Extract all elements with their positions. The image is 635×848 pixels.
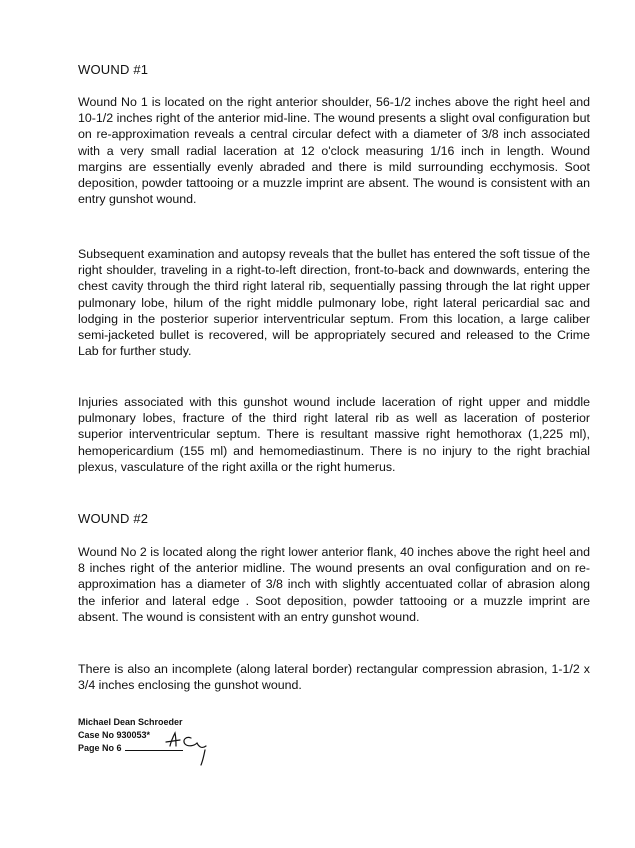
- wound-1-heading: WOUND #1: [78, 62, 149, 77]
- wound-1-trajectory: Subsequent examination and autopsy reveals that the bullet has entered the soft tissue of the right shoulder, traveling in a right-to-left direction, front-to-back and downwards, entering the chest cavity through the third right lateral rib, sequentially passing through the lat right upper pulmonary lobe, hilum of the right middle pulmonary lobe, right lateral pericardial sac and lodging in the posterior superior interventricular septum. From this location, a large caliber semi-jacketed bullet is recovered, will be appropriately secured and released to the Crime Lab for further study.: [78, 247, 590, 359]
- wound-1-description: Wound No 1 is located on the right anterior shoulder, 56-1/2 inches above the right heel and 10-1/2 inches right of the anterior mid-line. The wound presents a slight oval configuration but on re-approximation reveals a central circular defect with a diameter of 3/8 inch associated with a very small radial laceration at 12 o'clock measuring 1/16 inch in length. Wound margins are essentially evenly abraded and there is mild surrounding ecchymosis. Soot deposition, powder tattooing or a muzzle imprint are absent. The wound is consistent with an entry gunshot wound.: [78, 95, 590, 207]
- wound-1-injuries: Injuries associated with this gunshot wound include laceration of right upper and middle pulmonary lobes, fracture of the third right lateral rib as well as laceration of posterior superior interventricular septum. There is resultant massive right hemothorax (1,225 ml), hemopericardium (155 ml) and hemomediastinum. There is no injury to the right brachial plexus, vasculature of the right axilla or the right humerus.: [78, 395, 590, 474]
- footer-patient-name: Michael Dean Schroeder: [78, 717, 183, 727]
- footer-case-number: Case No 930053*: [78, 730, 151, 740]
- wound-2-description: Wound No 2 is located along the right lower anterior flank, 40 inches above the right heel and 8 inches right of the anterior midline. The wound presents an oval configuration and on re-approximation has a diameter of 3/8 inch with slightly accentuated collar of abrasion along the inferior and lateral edge . Soot deposition, powder tattooing or a muzzle imprint are absent. The wound is consistent with an entry gunshot wound.: [78, 545, 590, 624]
- wound-2-heading: WOUND #2: [78, 511, 149, 526]
- wound-2-abrasion: There is also an incomplete (along lateral border) rectangular compression abrasion, 1-1/2 x 3/4 inches enclosing the gunshot wound.: [78, 662, 590, 693]
- footer-page-number: Page No 6: [78, 742, 183, 755]
